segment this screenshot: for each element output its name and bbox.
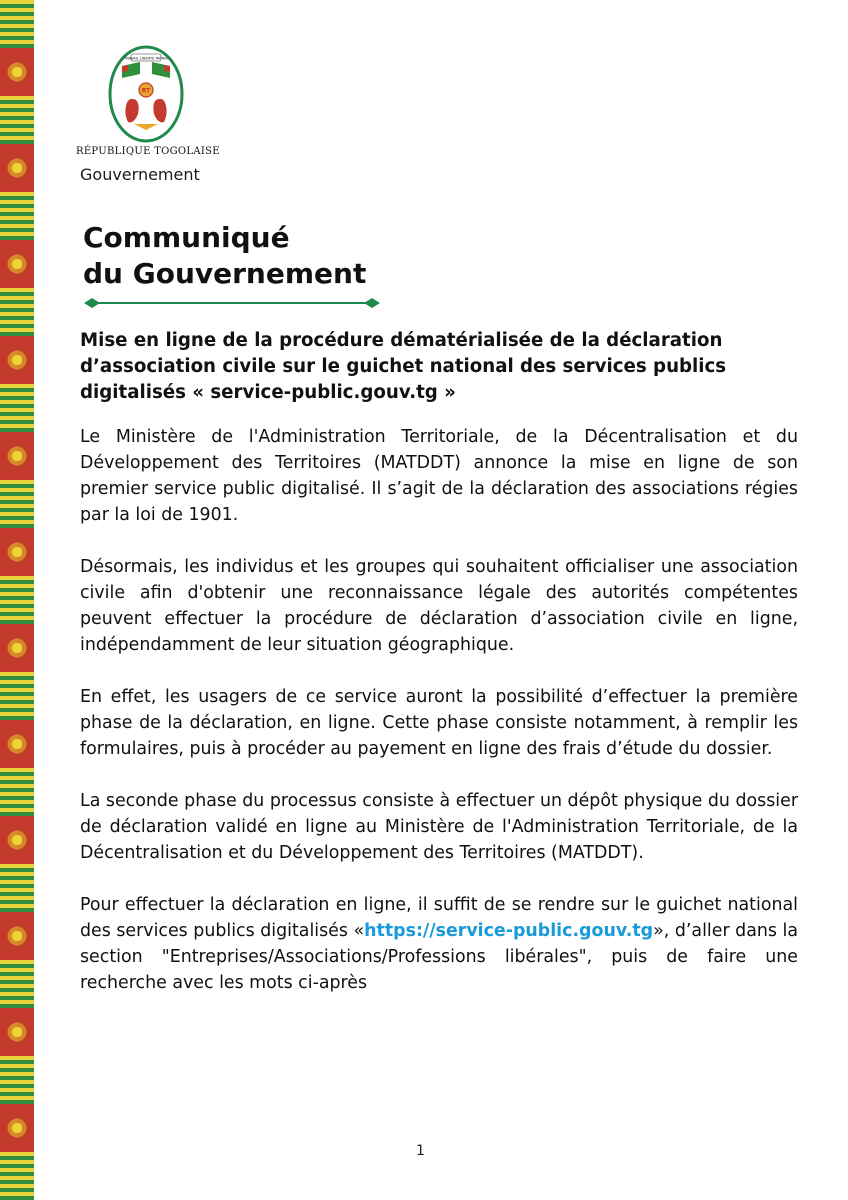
paragraph-4: La seconde phase du processus consiste à effectuer un dépôt physique du dossier de déclaration validé en ligne au Ministère de l'Administration Territoriale, de la Décentralisation et du Développement des Territoires (MATDDT). [80, 791, 798, 863]
government-label: Gouvernement [80, 165, 200, 184]
border-medallion [5, 252, 29, 276]
border-medallion [5, 348, 29, 372]
border-medallion [5, 1116, 29, 1140]
paragraph-5-end: », d’aller dans la section "Entreprises/Associations/Professions libérales", puis de faire une recherche avec les mots ci-après [80, 921, 798, 993]
svg-text:RT: RT [141, 87, 151, 95]
border-medallion [5, 828, 29, 852]
paragraph-1: Le Ministère de l'Administration Territoriale, de la Décentralisation et du Développement des Territoires (MATDDT) annonce la mise en ligne de son premier service public digitalisé. Il s’agit de la déclaration des associations régies par la loi de 1901. [80, 427, 798, 525]
paragraph-3: En effet, les usagers de ce service auront la possibilité d’effectuer la première phase de la déclaration, en ligne. Cette phase consiste notamment, à remplir les formulaires, puis à procéder au payement en ligne des frais d’étude du dossier. [80, 687, 798, 759]
border-medallion [5, 156, 29, 180]
paragraph-5 [80, 892, 798, 996]
border-medallion [5, 540, 29, 564]
border-medallion [5, 924, 29, 948]
paragraph-2: Désormais, les individus et les groupes qui souhaitent officialiser une association civile afin d'obtenir une reconnaissance légale des autorités compétentes peuvent effectuer la procédure de déclaration d’association civile en ligne, indépendamment de leur situation géographique. [80, 557, 798, 655]
communique-subtitle: Mise en ligne de la procédure dématérialisée de la déclaration d’association civile sur le guichet national des services publics digitalisés « service-public.gouv.tg » [80, 330, 727, 403]
border-medallion [5, 444, 29, 468]
page-title [83, 220, 483, 292]
communique-body [80, 424, 798, 1022]
title-line-1: Communiqué [83, 221, 290, 254]
paragraph-5-start: Pour effectuer la déclaration en ligne, il suffit de se rendre sur le guichet national des services publics digitalisés « [80, 895, 798, 941]
service-public-link[interactable]: https://service-public.gouv.tg [364, 921, 654, 941]
decorative-border [0, 0, 34, 1200]
republic-label: RÉPUBLIQUE TOGOLAISE [76, 146, 220, 157]
border-medallion [5, 60, 29, 84]
border-medallion [5, 1020, 29, 1044]
svg-text:TRAVAIL LIBERTÉ PATRIE: TRAVAIL LIBERTÉ PATRIE [124, 56, 168, 61]
coat-of-arms-logo [106, 44, 186, 144]
border-medallion [5, 636, 29, 660]
page-number: 1 [416, 1143, 425, 1159]
title-divider [84, 297, 380, 309]
title-line-2: du Gouvernement [83, 257, 367, 290]
border-medallion [5, 732, 29, 756]
